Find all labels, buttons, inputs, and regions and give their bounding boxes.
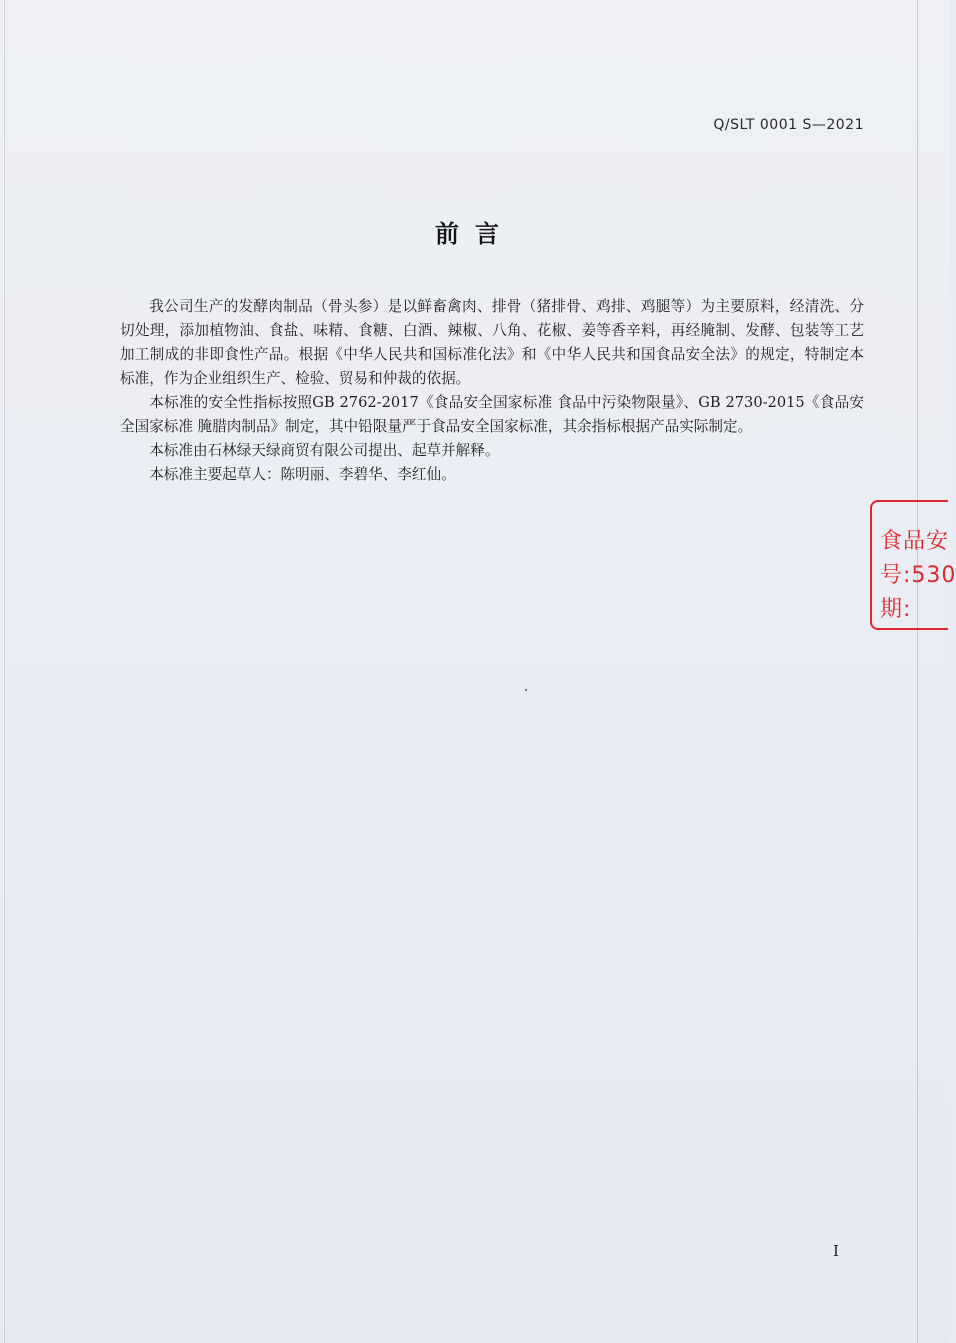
stamp-line-3: 期:: [880, 597, 912, 622]
page-number: I: [833, 1242, 839, 1260]
page-title: 前言: [435, 220, 515, 248]
stamp-line-1: 食品安: [880, 529, 950, 554]
standard-code: Q/SLT 0001 S—2021: [713, 117, 864, 133]
foreword-body: [120, 295, 864, 487]
paragraph-proposer: 本标准由石林绿天绿商贸有限公司提出、起草并解释。: [149, 442, 500, 459]
paragraph-product-description: 我公司生产的发酵肉制品（骨头参）是以鲜畜禽肉、排骨（猪排骨、鸡排、鸡腿等）为主要原料，经清洗、分切处理，添加植物油、食盐、味精、食糖、白酒、辣椒、八角、花椒、姜等香辛料，再经腌制、发酵、包装等工艺加工制成的非即食性产品。根据《中华人民共和国标准化法》和《中华人民共和国食品安全法》的规定，特制定本标准，作为企业组织生产、检验、贸易和仲裁的依据。: [120, 298, 864, 387]
paragraph-drafters: 本标准主要起草人：陈明丽、李碧华、李红仙。: [149, 466, 456, 483]
stamp-line-2: 号:530: [880, 563, 956, 588]
scan-edge-right: [917, 0, 918, 1343]
scan-edge-left: [4, 0, 5, 1343]
paragraph-safety-indicators: 本标准的安全性指标按照GB 2762-2017《食品安全国家标准 食品中污染物限量》、GB 2730-2015《食品安全国家标准 腌腊肉制品》制定，其中铅限量严于食品安全国家标准，其余指标根据产品实际制定。: [120, 394, 864, 435]
scan-speck: [525, 689, 527, 691]
registration-stamp: [870, 500, 956, 630]
